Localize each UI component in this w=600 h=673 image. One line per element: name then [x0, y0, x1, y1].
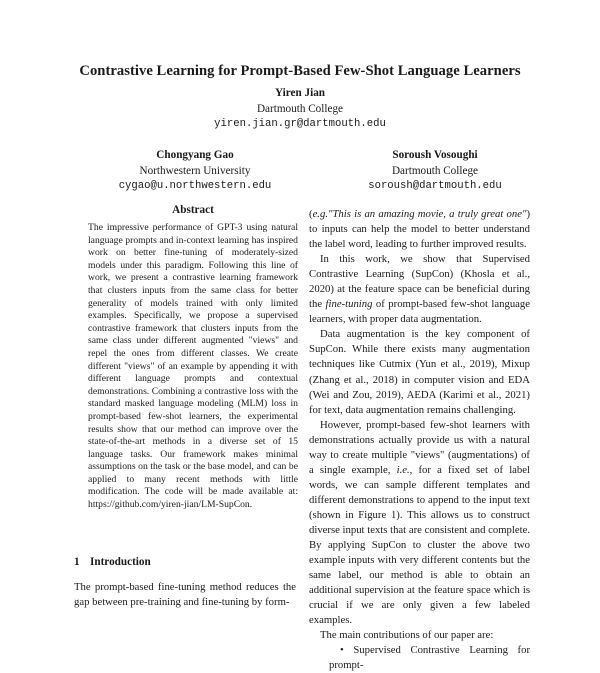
abstract-text: The impressive performance of GPT-3 using natural language prompts and in-context learning has inspired work on better fine-tuning of moderately-sized models under this paradigm. Following this line of work, we present a contrastive learning framework that clusters inputs from the same class for better generality of models trained with only limited examples. Specifically, we propose a supervised contrastive framework that clusters inputs from the same class under different augmented "views" and repel the ones from different classes. We create different "views" of an example by appending it with different language prompts and contextual demonstrations. Combining a contrastive loss with the standard masked language modeling (MLM) loss in prompt-based few-shot learners, the experimental results show that our method can improve over the state-of-the-art methods in a diverse set of 15 language tasks. Our framework makes minimal assumptions on the task or the base model, and can be applied to many recent methods with little modification. The code will be made available at: https://github.com/yiren-jian/LM-SupCon.: [88, 222, 298, 511]
author-email: yiren.jian.gr@dartmouth.edu: [214, 118, 386, 130]
author-block-1: [0, 86, 600, 133]
author-block-2: [60, 148, 330, 195]
paragraph-3: Data augmentation is the key component of SupCon. While there exists many augmentation techniques like Cutmix (Yun et al., 2019), Mixup (Zhang et al., 2018) in computer vision and EDA (Wei and Zou, 2019), AEDA (Karimi et al., 2021) for text, data augmentation remains challenging.: [309, 328, 530, 416]
right-column: [309, 207, 530, 673]
paragraph-4-b: , for a fixed set of label words, we can sample different templates and different demonstrations to append to the input text (shown in Figure 1). This allows us to construct diverse input texts that are consistent and complete. By applying SupCon to cluster the above two example inputs with very different contents but the same label, our method is able to obtain an additional supervision at the feature space which is crucial if we are only given a few labeled examples.: [309, 463, 530, 627]
author-name: Yiren Jian: [274, 87, 326, 99]
example-quote: "This is an amazing movie, a truly great one": [328, 208, 527, 220]
author-affiliation: Northwestern University: [139, 164, 251, 177]
abstract-heading: Abstract: [172, 204, 214, 216]
paragraph-1-rest: ) to inputs can help the model to better understand the label word, leading to further improved results.: [309, 208, 530, 251]
contribution-list-item: • Supervised Contrastive Learning for prompt-: [329, 644, 530, 672]
paper-title: Contrastive Learning for Prompt-Based Few-Shot Language Learners: [79, 63, 521, 79]
eg-abbrev: e.g.: [312, 208, 328, 220]
introduction-text: The prompt-based fine-tuning method reduces the gap between pre-training and fine-tuning by form-: [74, 581, 296, 608]
ie-abbrev: i.e.: [396, 463, 410, 476]
paragraph-4: [309, 418, 530, 629]
author-affiliation: Dartmouth College: [391, 164, 479, 177]
paragraph-4-a: However, prompt-based few-shot learners with demonstrations actually provide us with a natural way to create multiple "views" (augmentations) of a single example,: [309, 418, 530, 476]
paragraph-2-b: of prompt-based few-shot language learners, with proper data augmentation.: [309, 298, 531, 326]
author-email: cygao@u.northwestern.edu: [118, 180, 272, 192]
section-heading-introduction: [74, 556, 151, 568]
paragraph-5: The main contributions of our paper are:: [320, 629, 494, 642]
section-title: Introduction: [90, 556, 151, 568]
author-name: Soroush Vosoughi: [392, 149, 478, 161]
author-affiliation: Dartmouth College: [256, 102, 344, 115]
section-number: 1: [74, 556, 80, 568]
author-block-3: [300, 148, 570, 195]
paragraph-2-a: In this work, we show that Supervised Contrastive Learning (SupCon) (Khosla et al., 2020) at the feature space can be beneficial during the: [309, 253, 530, 311]
paragraph-2: [309, 252, 530, 327]
paragraph-2-emphasis: fine-tuning: [325, 298, 373, 311]
author-email: soroush@dartmouth.edu: [368, 180, 502, 192]
author-name: Chongyang Gao: [156, 149, 234, 161]
paragraph-1: (e.g."This is an amazing movie, a truly great one") to inputs can help the model to better understand the label word, leading to further improved results.: [309, 208, 530, 251]
